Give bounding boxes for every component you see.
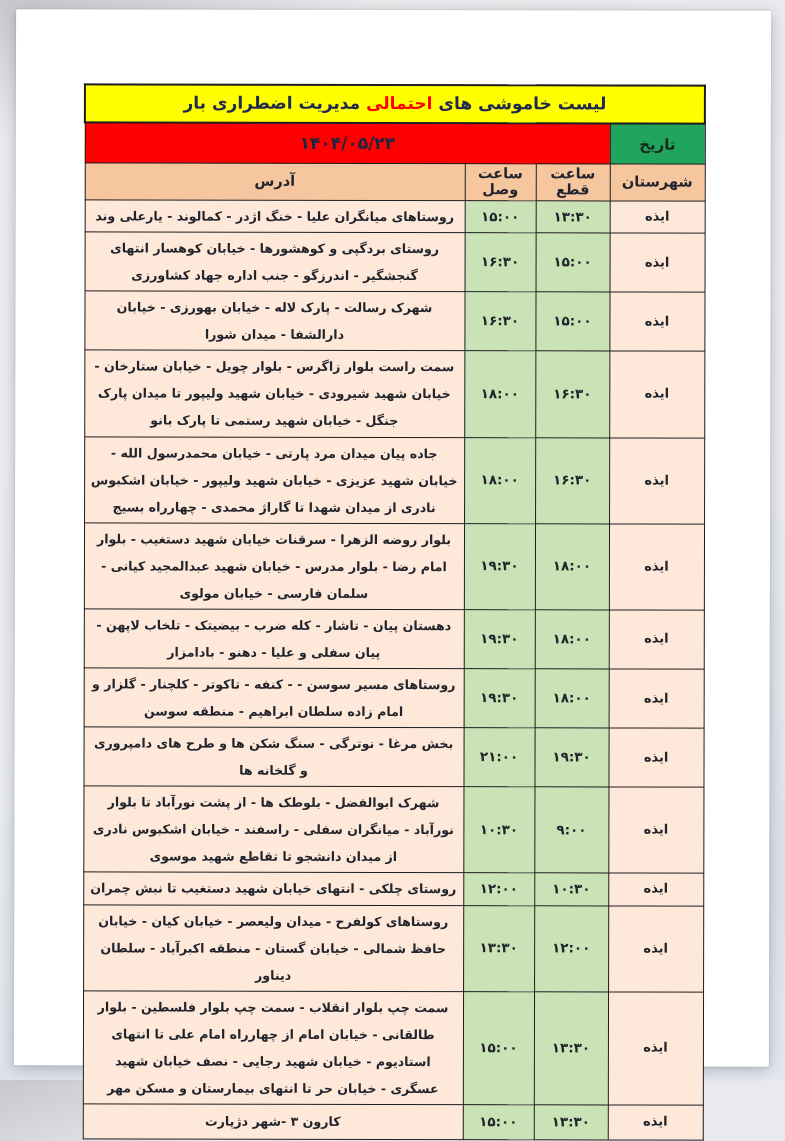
- cutoff-time-cell: ۱۵:۰۰: [535, 292, 609, 351]
- city-cell: ایذه: [609, 669, 704, 728]
- table-row: [83, 1104, 703, 1140]
- reconnect-time-cell: ۱۶:۳۰: [464, 292, 535, 351]
- address-cell: روستاهای مسیر سوسن - - کنفه - تاکوتر - کلچنار - گلزار و امام زاده سلطان ابراهیم - منطقه سوسن: [84, 668, 464, 728]
- city-cell: ایذه: [608, 1105, 703, 1140]
- title-row: [85, 84, 705, 123]
- reconnect-time-cell: ۱۹:۳۰: [464, 669, 535, 728]
- date-row: [85, 122, 705, 164]
- table-row: [83, 872, 703, 905]
- table-row: [84, 291, 704, 351]
- address-cell: شهرک رسالت - پارک لاله - خیابان بهورزی - خیابان دارالشفا - میدان شورا: [84, 291, 464, 351]
- cutoff-time-cell: ۱۸:۰۰: [535, 610, 609, 669]
- city-cell: ایذه: [609, 292, 704, 351]
- address-cell: روستای بردگپی و کوهشورها - خیابان کوهسار انتهای گنجشگیر - اندرزگو - جنب اداره جهاد کشاورزی: [85, 232, 465, 292]
- city-cell: ایذه: [608, 992, 703, 1105]
- reconnect-time-cell: ۱۶:۳۰: [465, 233, 536, 292]
- address-cell: کارون ۳ -شهر دژپارت: [83, 1104, 463, 1140]
- cutoff-time-cell: ۱۸:۰۰: [535, 669, 609, 728]
- cutoff-time-cell: ۱۶:۳۰: [535, 351, 609, 437]
- address-cell: دهستان پیان - تاشار - کله ضرب - بیضیتک - تلخاب لاپهن - پیان سفلی و علیا - دهنو - بادامزار: [84, 609, 464, 669]
- date-value: ۱۴۰۴/۰۵/۲۳: [85, 122, 610, 164]
- city-cell: ایذه: [608, 787, 703, 873]
- table-row: [84, 668, 704, 728]
- cutoff-time-cell: ۱۳:۳۰: [534, 991, 608, 1104]
- column-header-city: شهرستان: [610, 164, 705, 201]
- table-row: [84, 436, 704, 523]
- title-part2: مدیریت اضطراری بار: [183, 93, 361, 114]
- column-header-reconnect-time: ساعت وصل: [465, 164, 536, 201]
- reconnect-time-cell: ۱۵:۰۰: [463, 1105, 534, 1140]
- reconnect-time-cell: ۲۱:۰۰: [464, 728, 535, 787]
- cutoff-time-cell: ۱۹:۳۰: [535, 728, 609, 787]
- city-cell: ایذه: [609, 610, 704, 669]
- city-cell: ایذه: [610, 201, 705, 233]
- table-row: [83, 904, 703, 991]
- reconnect-time-cell: ۱۹:۳۰: [464, 523, 535, 609]
- city-cell: ایذه: [608, 873, 703, 905]
- address-cell: بلوار روضه الزهرا - سرقنات خیابان شهید دستغیب - بلوار امام رضا - بلوار مدرس - خیابان شهید عبدالمجید کیانی - سلمان فارسی - خیابان مولوی: [84, 523, 464, 610]
- cutoff-time-cell: ۱۶:۳۰: [535, 437, 609, 523]
- reconnect-time-cell: ۱۵:۰۰: [463, 991, 534, 1104]
- cutoff-time-cell: ۱۲:۰۰: [534, 905, 608, 991]
- date-label: تاریخ: [610, 123, 705, 164]
- address-cell: سمت چپ بلوار انقلاب - سمت چپ بلوار فلسطین - بلوار طالقانی - خیابان امام از چهارراه امام علی تا انتهای استادیوم - خیابان شهید رجایی - نصف خیابان شهید عسگری - خیابان حر تا انتهای بیمارستان و مسکن مهر: [83, 991, 463, 1105]
- city-cell: ایذه: [609, 728, 704, 787]
- reconnect-time-cell: ۱۰:۳۰: [463, 787, 534, 873]
- table-row: [84, 523, 704, 610]
- outage-schedule-table: [82, 83, 706, 1140]
- city-cell: ایذه: [610, 233, 705, 292]
- city-cell: ایذه: [609, 351, 704, 437]
- cutoff-time-cell: ۱۸:۰۰: [535, 523, 609, 609]
- table-row: [85, 200, 705, 233]
- city-cell: ایذه: [609, 437, 704, 523]
- title-highlight: احتمالی: [366, 93, 433, 115]
- document-sheet: [14, 9, 771, 1131]
- table-row: [83, 786, 703, 873]
- table-row: [84, 350, 704, 437]
- address-cell: شهرک ابوالفضل - بلوطک ها - از پشت نورآباد تا بلوار نورآباد - میانگران سفلی - راسفند - خیابان اشکبوس نادری از میدان دانشجو تا تقاطع شهید موسوی: [83, 786, 463, 873]
- address-cell: روستاهای میانگران علیا - خنگ اژدر - کمالوند - یارعلی وند: [85, 200, 465, 233]
- reconnect-time-cell: ۱۲:۰۰: [463, 873, 534, 905]
- address-cell: روستای چلکی - انتهای خیابان شهید دستغیب تا نبش چمران: [83, 872, 463, 905]
- table-row: [84, 609, 704, 669]
- address-cell: بخش مرغا - نوترگی - سنگ شکن ها و طرح های دامپروری و گلخانه ها: [83, 727, 463, 787]
- reconnect-time-cell: ۱۵:۰۰: [465, 201, 536, 233]
- column-header-row: [85, 163, 705, 201]
- column-header-address: آدرس: [85, 163, 465, 201]
- table-row: [85, 232, 705, 292]
- page-title: [85, 84, 705, 123]
- column-header-cutoff-time: ساعت قطع: [536, 164, 610, 201]
- reconnect-time-cell: ۱۳:۳۰: [463, 905, 534, 991]
- cutoff-time-cell: ۱۵:۰۰: [536, 233, 610, 292]
- title-part1: لیست خاموشی های: [438, 94, 607, 115]
- reconnect-time-cell: ۱۸:۰۰: [464, 437, 535, 523]
- table-row: [83, 727, 703, 787]
- cutoff-time-cell: ۱۳:۳۰: [534, 1105, 608, 1140]
- address-cell: روستاهای کولفرح - میدان ولیعصر - خیابان کیان - خیابان حافظ شمالی - خیابان گستان - منطقه اکبرآباد - سلطان دیناور: [83, 904, 463, 991]
- cutoff-time-cell: ۱۳:۳۰: [536, 201, 610, 233]
- address-cell: جاده پیان میدان مرد پارتی - خیابان محمدرسول الله - خیابان شهید عزیزی - خیابان شهید ولیپور - خیابان اشکبوس نادری از میدان شهدا تا گاراژ محمدی - چهارراه بسیج: [84, 436, 464, 523]
- city-cell: ایذه: [609, 524, 704, 610]
- city-cell: ایذه: [608, 905, 703, 991]
- reconnect-time-cell: ۱۹:۳۰: [464, 610, 535, 669]
- reconnect-time-cell: ۱۸:۰۰: [464, 351, 535, 437]
- address-cell: سمت راست بلوار زاگرس - بلوار چویل - خیابان ستارخان - خیابان شهید شیرودی - خیابان شهید ولیپور تا میدان پارک جنگل - خیابان شهید رستمی تا پارک بانو: [84, 350, 464, 437]
- table-row: [83, 991, 703, 1106]
- cutoff-time-cell: ۱۰:۳۰: [534, 873, 608, 905]
- cutoff-time-cell: ۹:۰۰: [534, 787, 608, 873]
